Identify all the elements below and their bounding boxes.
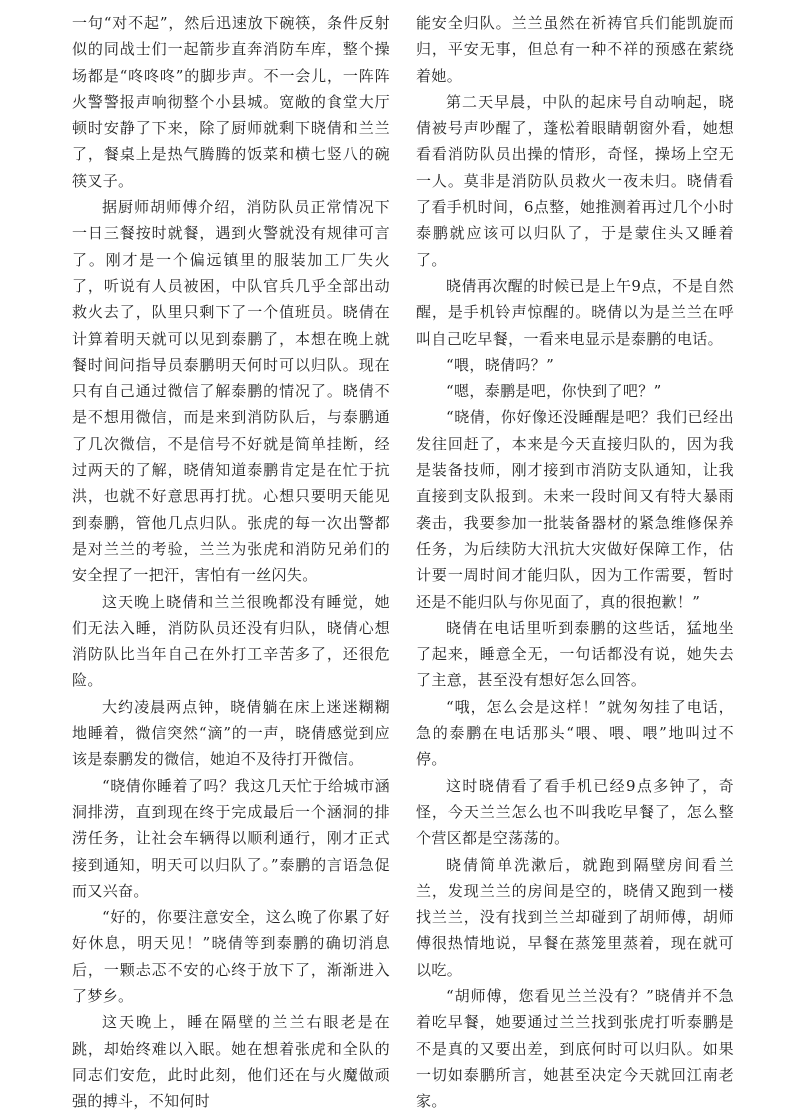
paragraph: 一句“对不起”，然后迅速放下碗筷，条件反射似的同战士们一起箭步直奔消防车库，整个操场都是“咚咚咚”的脚步声。不一会儿，一阵阵火警警报声响彻整个小县城。宽敞的食堂大厅顿时安静了下来，除了厨师就剩下晓倩和兰兰了，餐桌上是热气腾腾的饭菜和横七竖八的碗筷叉子。 — [72, 14, 390, 190]
paragraph: 能安全归队。兰兰虽然在祈祷官兵们能凯旋而归，平安无事，但总有一种不祥的预感在萦绕着她。 — [416, 14, 734, 85]
paragraph: “好的，你要注意安全，这么晚了你累了好好休息，明天见！”晓倩等到泰鹏的确切消息后，一颗忐忑不安的心终于放下了，渐渐进入了梦乡。 — [72, 908, 390, 1005]
paragraph: 大约凌晨两点钟，晓倩躺在床上迷迷糊糊地睡着，微信突然“滴”的一声，晓倩感觉到应该是泰鹏发的微信，她迫不及待打开微信。 — [72, 697, 390, 769]
paragraph: “喂，晓倩吗？” — [446, 355, 555, 374]
paragraph: 这时晓倩看了看手机已经9点多钟了，奇怪，今天兰兰怎么也不叫我吃早餐了，怎么整个营区都是空荡荡的。 — [416, 776, 734, 848]
paragraph: 晓倩简单洗漱后，就跑到隔壁房间看兰兰，发现兰兰的房间是空的，晓倩又跑到一楼找兰兰，没有找到兰兰却碰到了胡师傅，胡师傅很热情地说，早餐在蒸笼里蒸着，现在就可以吃。 — [416, 855, 734, 979]
paragraph: 第二天早晨，中队的起床号自动响起，晓倩被号声吵醒了，蓬松着眼睛朝窗外看，她想看看消防队员出操的情形，奇怪，操场上空无一人。莫非是消防队员救火一夜未归。晓倩看了看手机时间，6点整，她推测着再过几个小时泰鹏就应该可以归队了，于是蒙住头又睡着了。 — [416, 92, 734, 269]
paragraph: “嗯，泰鹏是吧，你快到了吧？” — [446, 382, 662, 401]
paragraph: 这天晚上晓倩和兰兰很晚都没有睡觉，她们无法入睡，消防队员还没有归队，晓倩心想消防队比当年自己在外打工辛苦多了，还很危险。 — [72, 592, 390, 690]
paragraph: 晓倩在电话里听到泰鹏的这些话，猛地坐了起来，睡意全无，一句话都没有说，她失去了主意，甚至没有想好怎么回答。 — [416, 618, 734, 690]
right-text-column — [416, 10, 734, 1114]
paragraph: “晓倩，你好像还没睡醒是吧？我们已经出发往回赶了，本来是今天直接归队的，因为我是装备技师，刚才接到市消防支队通知，让我直接到支队报到。未来一段时间又有特大暴雨袭击，我要参加一批装备器材的紧急维修保养任务，为后续防大汛抗大灾做好保障工作，估计要一周时间才能归队，因为工作需要，暂时还是不能归队与你见面了，真的很抱歉！” — [416, 408, 734, 611]
paragraph: 晓倩再次醒的时候已是上午9点，不是自然醒，是手机铃声惊醒的。晓倩以为是兰兰在呼叫自己吃早餐，一看来电显示是泰鹏的电话。 — [416, 276, 734, 348]
paragraph: 据厨师胡师傅介绍，消防队员正常情况下一日三餐按时就餐，遇到火警就没有规律可言了。刚才是一个偏远镇里的服装加工厂失火了，听说有人员被困，中队官兵几乎全部出动救火去了，队里只剩下了一个值班员。晓倩在计算着明天就可以见到泰鹏了，本想在晚上就餐时间问指导员泰鹏明天何时可以归队。现在只有自己通过微信了解泰鹏的情况了。晓倩不是不想用微信，而是来到消防队后，与泰鹏通了几次微信，不是信号不好就是简单挂断，经过两天的了解，晓倩知道泰鹏肯定是在忙于抗洪，也就不好意思再打扰。心想只要明天能见到泰鹏，管他几点归队。张虎的每一次出警都是对兰兰的考验，兰兰为张虎和消防兄弟们的安全捏了一把汗，害怕有一丝闪失。 — [72, 198, 390, 585]
paragraph: 这天晚上，睡在隔壁的兰兰右眼老是在跳，却始终难以入眠。她在想着张虎和全队的同志们安危，此时此刻，他们还在与火魔做顽强的搏斗，不知何时 — [72, 1013, 390, 1111]
left-text-column — [72, 10, 390, 1114]
paragraph: “哦，怎么会是这样！”就匆匆挂了电话，急的泰鹏在电话那头“喂、喂、喂”地叫过不停。 — [416, 697, 734, 769]
paragraph: “胡师傅，您看见兰兰没有？”晓倩并不急着吃早餐，她要通过兰兰找到张虎打听泰鹏是不是真的又要出差，到底何时可以归队。如果一切如泰鹏所言，她甚至决定今天就回江南老家。 — [416, 986, 734, 1111]
paragraph: “晓倩你睡着了吗？我这几天忙于给城市涵洞排涝，直到现在终于完成最后一个涵洞的排涝任务，让社会车辆得以顺利通行，刚才正式接到通知，明天可以归队了。”泰鹏的言语急促而又兴奋。 — [72, 776, 390, 900]
